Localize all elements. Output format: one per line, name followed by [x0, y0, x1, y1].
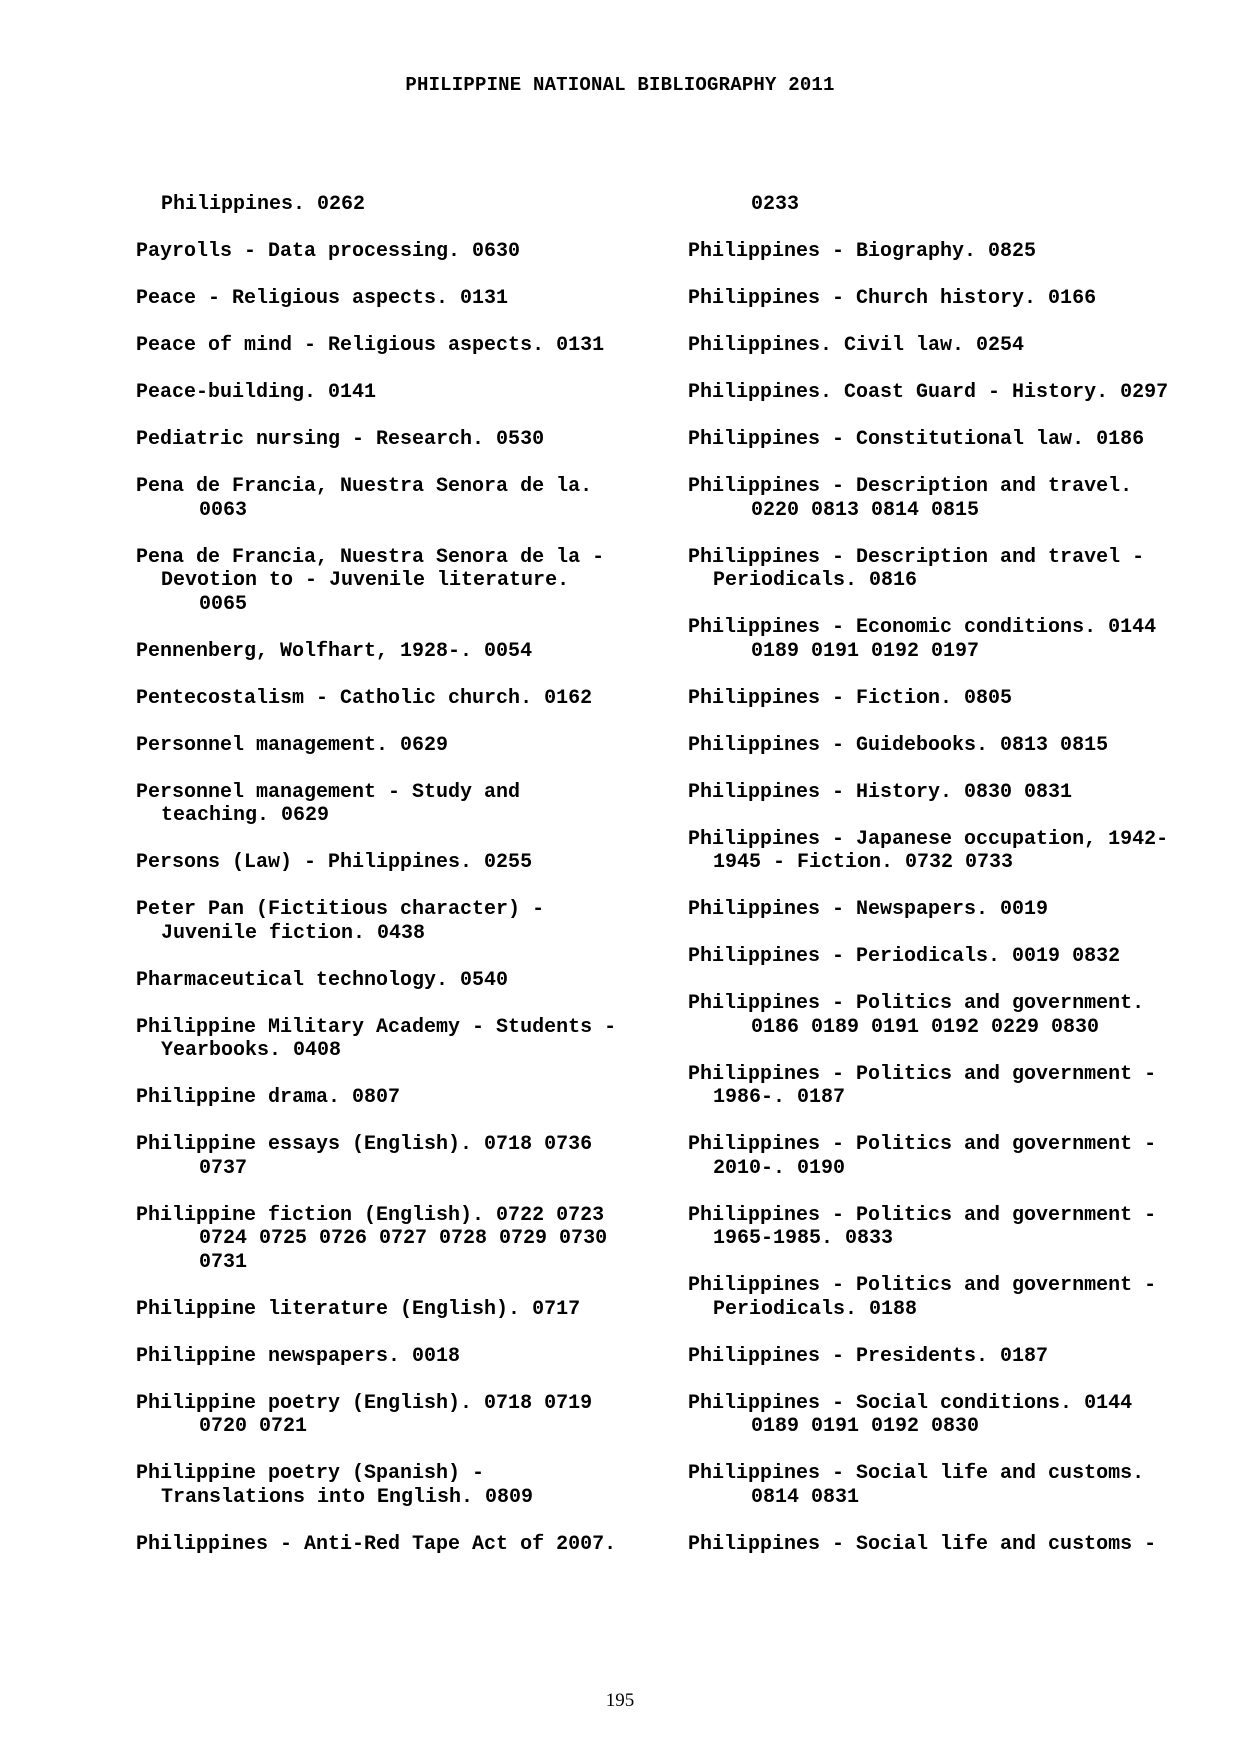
index-entry-line: Peter Pan (Fictitious character) -: [136, 898, 545, 921]
index-entry-line: 0233: [751, 193, 800, 216]
index-entry-line: Philippines - Presidents. 0187: [688, 1344, 1049, 1368]
index-entry-line: Philippines - Description and travel -: [688, 545, 1145, 569]
index-entry: [136, 428, 676, 452]
index-entry-line: Philippines. Civil law. 0254: [688, 334, 1025, 357]
index-entry-line: Philippines - Politics and government -: [688, 1274, 1157, 1297]
index-entry: [136, 1086, 676, 1110]
index-entry-line: 0731: [199, 1250, 248, 1274]
index-entry: [688, 687, 1213, 711]
index-entry: [688, 381, 1213, 405]
index-entry: [688, 1063, 1213, 1110]
index-entry-line: Philippines - Biography. 0825: [688, 240, 1037, 263]
index-entry-line: Philippine essays (English). 0718 0736: [136, 1133, 593, 1156]
index-entry-line: Pediatric nursing - Research. 0530: [136, 428, 545, 451]
index-entry-line: 0720 0721: [199, 1415, 308, 1438]
index-entry-line: Persons (Law) - Philippines. 0255: [136, 851, 533, 874]
index-entry-line: Philippines - Social conditions. 0144: [688, 1391, 1133, 1415]
index-entry-line: 0189 0191 0192 0197: [751, 639, 980, 663]
index-entry-line: Juvenile fiction. 0438: [161, 921, 426, 945]
index-entry: [136, 193, 676, 217]
left-index-column: [136, 193, 676, 1580]
index-entry-line: Philippines - Social life and customs -: [688, 1532, 1157, 1556]
index-entry-line: Philippines - Politics and government -: [688, 1062, 1157, 1086]
index-entry-line: Philippine poetry (Spanish) -: [136, 1462, 485, 1485]
index-entry-line: Payrolls - Data processing. 0630: [136, 240, 521, 263]
index-entry-line: Philippines - Fiction. 0805: [688, 686, 1013, 710]
index-entry-line: 1945 - Fiction. 0732 0733: [713, 851, 1014, 874]
index-entry: [688, 1133, 1213, 1180]
index-entry-line: Philippine poetry (English). 0718 0719: [136, 1391, 593, 1415]
index-entry-line: Pharmaceutical technology. 0540: [136, 968, 509, 992]
index-entry: [136, 734, 676, 758]
index-entry: [136, 287, 676, 311]
index-entry-line: Pena de Francia, Nuestra Senora de la.: [136, 475, 593, 498]
index-entry: [688, 1462, 1213, 1509]
index-entry: [688, 992, 1213, 1039]
index-entry-line: 0814 0831: [751, 1485, 860, 1509]
index-entry-line: 0063: [199, 498, 248, 522]
index-entry: [136, 1392, 676, 1439]
index-entry: [136, 334, 676, 358]
index-entry: [688, 287, 1213, 311]
index-entry: [688, 193, 1213, 217]
index-entry: [136, 640, 676, 664]
index-entry-line: Philippines - Economic conditions. 0144: [688, 616, 1157, 639]
index-entry: [136, 1133, 676, 1180]
index-entry-line: Personnel management - Study and: [136, 780, 521, 804]
index-entry: [688, 1392, 1213, 1439]
index-entry: [688, 828, 1213, 875]
index-entry: [136, 1345, 676, 1369]
index-entry-line: Pena de Francia, Nuestra Senora de la -: [136, 545, 605, 569]
index-entry: [688, 428, 1213, 452]
index-entry: [136, 1298, 676, 1322]
index-entry: [688, 1345, 1213, 1369]
index-entry: [688, 240, 1213, 264]
page-number: 195: [605, 1690, 635, 1711]
index-entry-line: Philippines - Japanese occupation, 1942-: [688, 827, 1169, 851]
index-entry-line: 0065: [199, 592, 248, 616]
index-entry: [688, 475, 1213, 522]
index-entry-line: Philippines - History. 0830 0831: [688, 780, 1073, 804]
index-entry: [136, 546, 676, 617]
index-entry: [688, 1274, 1213, 1321]
index-entry: [136, 687, 676, 711]
index-entry-line: Philippines - Politics and government -: [688, 1203, 1157, 1227]
index-entry: [136, 475, 676, 522]
index-entry-line: Devotion to - Juvenile literature.: [161, 569, 570, 592]
right-index-column: [688, 193, 1213, 1580]
index-entry-line: Philippines. 0262: [161, 193, 366, 216]
index-entry: [688, 546, 1213, 593]
index-entry: [136, 1204, 676, 1275]
index-entry-line: 1965-1985. 0833: [713, 1227, 894, 1250]
index-entry-line: Philippines - Constitutional law. 0186: [688, 428, 1145, 451]
index-entry-line: Philippines - Politics and government.: [688, 992, 1145, 1015]
index-entry: [688, 898, 1213, 922]
index-entry-line: Philippines - Newspapers. 0019: [688, 898, 1049, 921]
index-entry-line: Philippines - Description and travel.: [688, 475, 1133, 498]
index-entry-line: Peace-building. 0141: [136, 381, 377, 404]
index-entry-line: Peace of mind - Religious aspects. 0131: [136, 334, 605, 357]
index-entry-line: teaching. 0629: [161, 804, 330, 827]
index-entry-line: 0220 0813 0814 0815: [751, 498, 980, 522]
index-entry-line: Pentecostalism - Catholic church. 0162: [136, 686, 593, 710]
index-entry: [688, 734, 1213, 758]
index-entry-line: 2010-. 0190: [713, 1156, 846, 1180]
index-entry-line: Periodicals. 0816: [713, 569, 918, 592]
index-entry-line: Periodicals. 0188: [713, 1297, 918, 1321]
index-entry-line: Philippines - Guidebooks. 0813 0815: [688, 733, 1109, 757]
index-entry: [688, 616, 1213, 663]
index-entry: [136, 240, 676, 264]
index-entry: [688, 1204, 1213, 1251]
index-entry-line: Philippine literature (English). 0717: [136, 1297, 581, 1321]
index-entry-line: Personnel management. 0629: [136, 733, 449, 757]
index-entry: [688, 781, 1213, 805]
index-entry-line: Philippine drama. 0807: [136, 1086, 401, 1109]
index-entry: [136, 1462, 676, 1509]
index-entry-line: Peace - Religious aspects. 0131: [136, 287, 509, 310]
index-entry: [688, 1533, 1213, 1557]
index-entry-line: Philippines. Coast Guard - History. 0297: [688, 381, 1169, 404]
index-entry: [136, 781, 676, 828]
index-entry-line: 0186 0189 0191 0192 0229 0830: [751, 1015, 1100, 1039]
index-entry-line: Philippines - Social life and customs.: [688, 1462, 1145, 1485]
index-entry: [136, 851, 676, 875]
index-entry-line: Philippines - Church history. 0166: [688, 287, 1097, 310]
index-entry-line: 0189 0191 0192 0830: [751, 1415, 980, 1438]
index-entry: [688, 334, 1213, 358]
index-entry: [688, 945, 1213, 969]
index-entry: [136, 898, 676, 945]
index-entry-line: Pennenberg, Wolfhart, 1928-. 0054: [136, 639, 533, 663]
index-entry-line: Philippines - Periodicals. 0019 0832: [688, 945, 1121, 968]
index-entry-line: Philippine fiction (English). 0722 0723: [136, 1203, 605, 1227]
index-entry-line: Yearbooks. 0408: [161, 1039, 342, 1062]
index-entry-line: 0737: [199, 1156, 248, 1180]
index-entry: [136, 969, 676, 993]
page-header: PHILIPPINE NATIONAL BIBLIOGRAPHY 2011: [405, 74, 835, 96]
index-entry: [136, 381, 676, 405]
index-entry-line: Philippine newspapers. 0018: [136, 1344, 461, 1368]
index-entry-line: Philippines - Politics and government -: [688, 1133, 1157, 1156]
index-entry-line: 1986-. 0187: [713, 1086, 846, 1109]
index-entry-line: 0724 0725 0726 0727 0728 0729 0730: [199, 1227, 608, 1250]
index-entry: [136, 1533, 676, 1557]
index-entry-line: Translations into English. 0809: [161, 1485, 534, 1509]
index-entry: [136, 1016, 676, 1063]
index-entry-line: Philippine Military Academy - Students -: [136, 1015, 617, 1039]
index-entry-line: Philippines - Anti-Red Tape Act of 2007.: [136, 1532, 617, 1556]
